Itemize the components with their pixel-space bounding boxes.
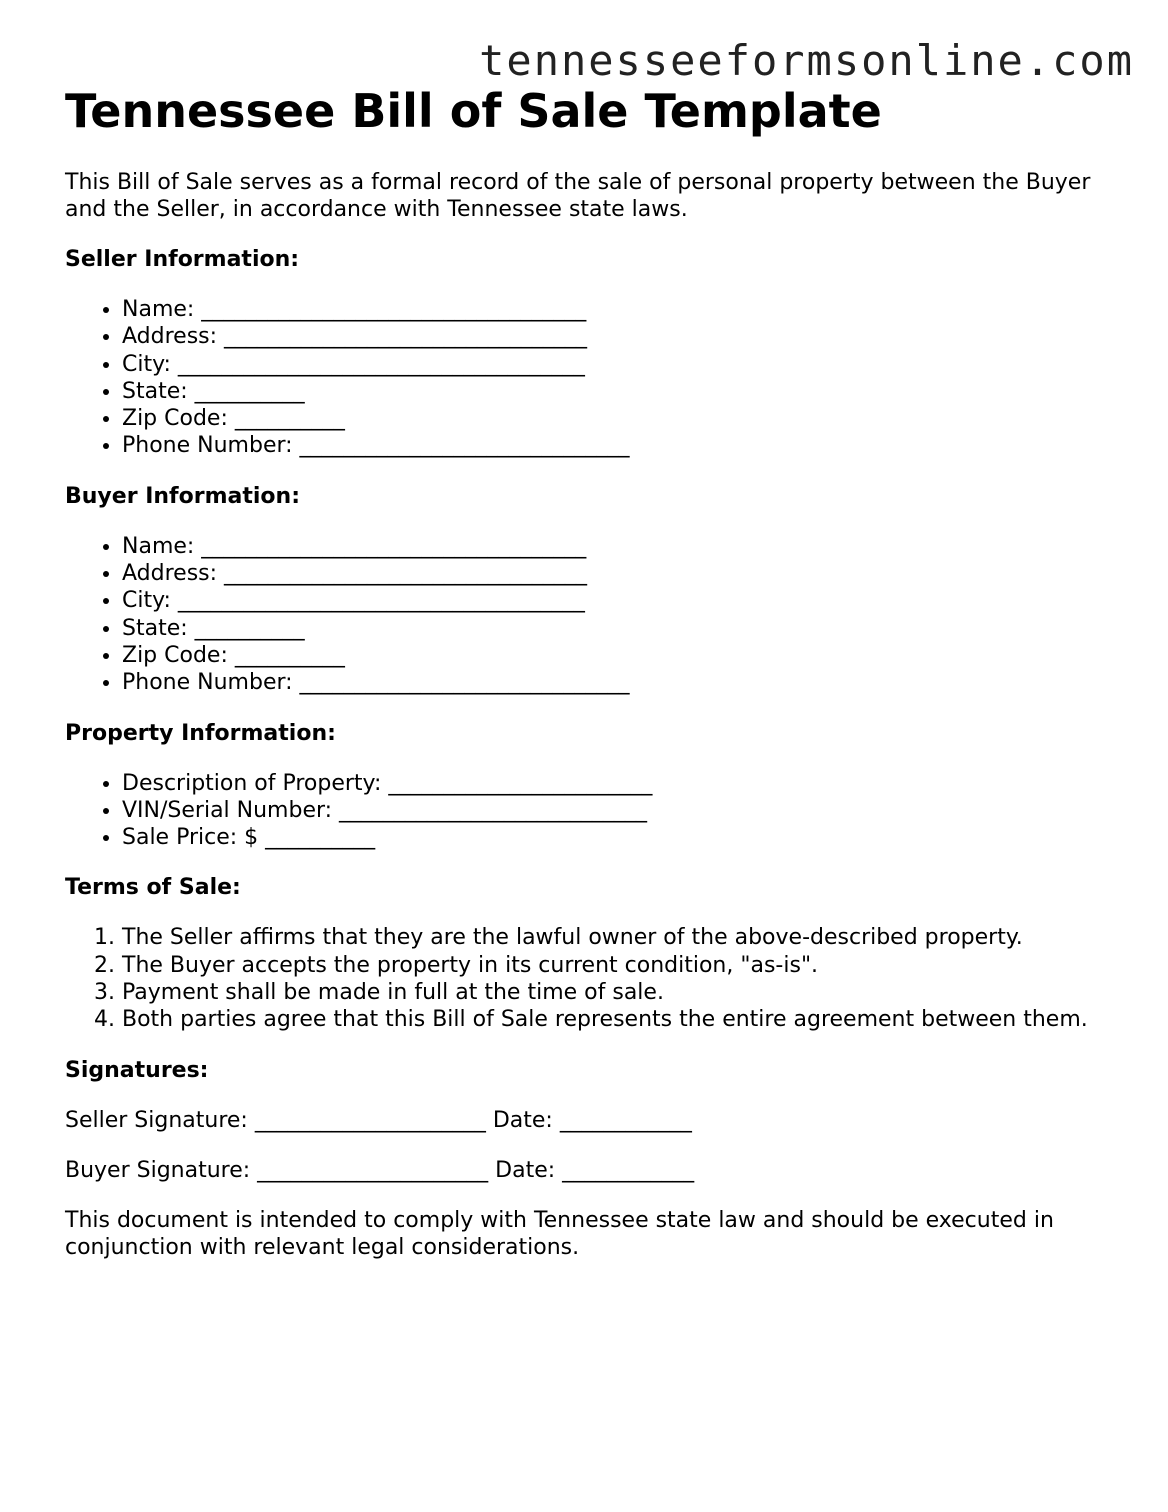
buyer-section-heading: Buyer Information: bbox=[65, 483, 300, 509]
property-description-field[interactable]: • Description of Property: ________________________ bbox=[122, 770, 1105, 797]
property-price-field[interactable]: • Sale Price: $ __________ bbox=[122, 824, 1105, 851]
property-section-heading: Property Information: bbox=[65, 720, 336, 746]
site-watermark: tennesseeformsonline.com bbox=[479, 36, 1134, 85]
seller-phone-field[interactable]: • Phone Number: ______________________________ bbox=[122, 432, 1105, 459]
buyer-signature-line[interactable]: Buyer Signature: _____________________ Date: ____________ bbox=[65, 1157, 695, 1183]
buyer-state-field[interactable]: • State: __________ bbox=[122, 615, 1105, 642]
term-item: 4. Both parties agree that this Bill of Sale represents the entire agreement between them. bbox=[122, 1006, 1105, 1033]
term-item: 1. The Seller affirms that they are the lawful owner of the above-described property. bbox=[122, 924, 1105, 951]
seller-state-field[interactable]: • State: __________ bbox=[122, 378, 1105, 405]
seller-address-field[interactable]: • Address: _________________________________ bbox=[122, 323, 1105, 350]
buyer-name-field[interactable]: • Name: ___________________________________ bbox=[122, 533, 1105, 560]
closing-paragraph: This document is intended to comply with Tennessee state law and should be executed in conjunction with relevant legal considerations. bbox=[65, 1207, 1054, 1260]
document-page bbox=[65, 84, 1105, 1261]
terms-list bbox=[65, 924, 1105, 1033]
intro-paragraph: This Bill of Sale serves as a formal record of the sale of personal property between the Buyer and the Seller, in accordance with Tennessee state laws. bbox=[65, 170, 1091, 222]
buyer-phone-field[interactable]: • Phone Number: ______________________________ bbox=[122, 669, 1105, 696]
buyer-zip-field[interactable]: • Zip Code: __________ bbox=[122, 642, 1105, 669]
buyer-field-list bbox=[65, 533, 1105, 697]
seller-name-field[interactable]: • Name: ___________________________________ bbox=[122, 296, 1105, 323]
property-field-list bbox=[65, 770, 1105, 852]
seller-zip-field[interactable]: • Zip Code: __________ bbox=[122, 405, 1105, 432]
seller-field-list bbox=[65, 296, 1105, 460]
terms-section-heading: Terms of Sale: bbox=[65, 875, 241, 901]
term-item: 2. The Buyer accepts the property in its current condition, "as-is". bbox=[122, 952, 1105, 979]
page-title: Tennessee Bill of Sale Template bbox=[65, 84, 882, 138]
buyer-city-field[interactable]: • City: _____________________________________ bbox=[122, 587, 1105, 614]
buyer-address-field[interactable]: • Address: _________________________________ bbox=[122, 560, 1105, 587]
seller-city-field[interactable]: • City: _____________________________________ bbox=[122, 351, 1105, 378]
signatures-section-heading: Signatures: bbox=[65, 1057, 209, 1083]
seller-section-heading: Seller Information: bbox=[65, 247, 300, 272]
property-vin-field[interactable]: • VIN/Serial Number: ____________________________ bbox=[122, 797, 1105, 824]
term-item: 3. Payment shall be made in full at the time of sale. bbox=[122, 979, 1105, 1006]
seller-signature-line[interactable]: Seller Signature: _____________________ Date: ____________ bbox=[65, 1107, 692, 1133]
